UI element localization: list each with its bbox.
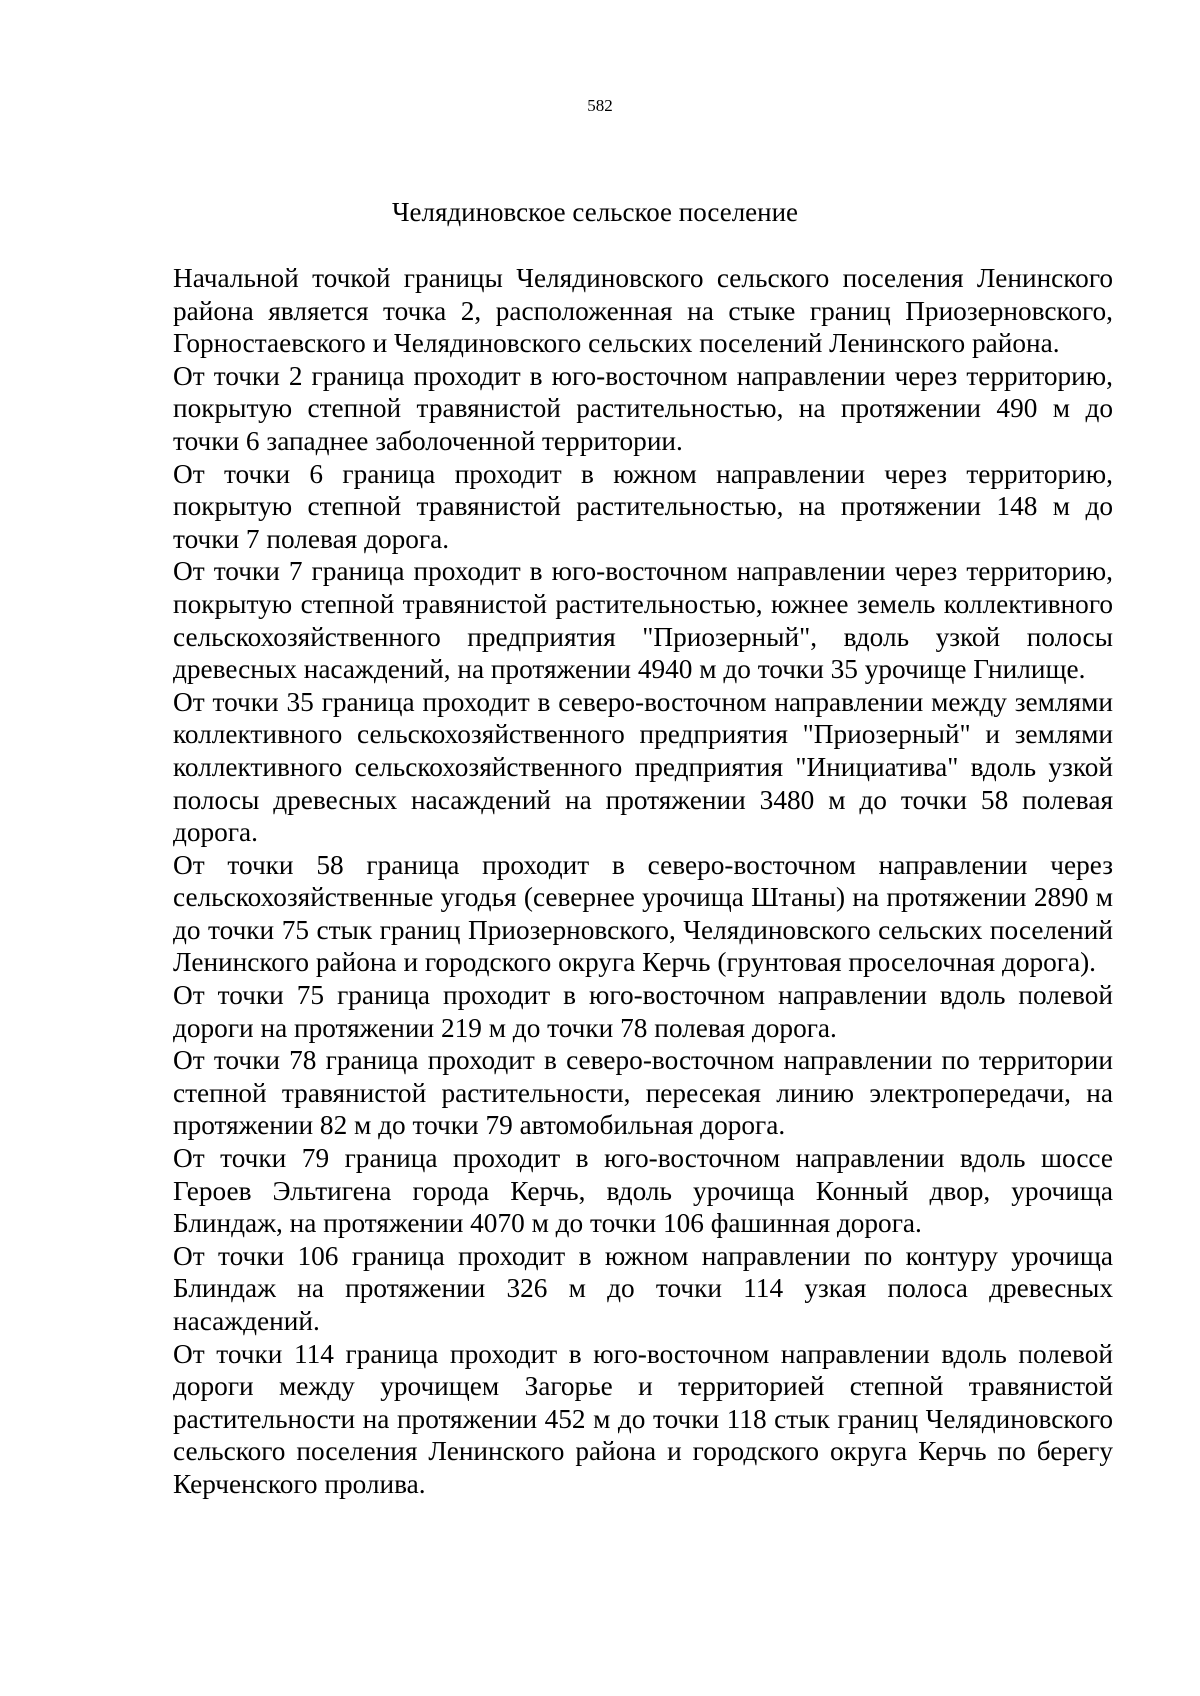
paragraph: От точки 106 граница проходит в южном направлении по контуру урочища Блиндаж на протяжении 326 м до точки 114 узкая полоса древесных насаждений.: [173, 1240, 1113, 1336]
paragraph: От точки 75 граница проходит в юго-восточном направлении вдоль полевой дороги на протяжении 219 м до точки 78 полевая дорога.: [173, 980, 1113, 1043]
page-number: 582: [587, 96, 613, 115]
paragraph: От точки 2 граница проходит в юго-восточном направлении через территорию, покрытую степной травянистой растительностью, на протяжении 490 м до точки 6 западнее заболоченной территории.: [173, 360, 1113, 456]
paragraph: От точки 78 граница проходит в северо-восточном направлении по территории степной травянистой растительности, пересекая линию электропередачи, на протяжении 82 м до точки 79 автомобильная дорога.: [173, 1045, 1113, 1141]
paragraph: От точки 114 граница проходит в юго-восточном направлении вдоль полевой дороги между урочищем Загорье и территорией степной травянистой растительности на протяжении 452 м до точки 118 стык границ Челядиновского сельского поселения Ленинского района и городского округа Керчь по берегу Керченского пролива.: [173, 1338, 1113, 1499]
document-body: [173, 262, 1113, 1501]
paragraph: От точки 35 граница проходит в северо-восточном направлении между землями коллективного сельскохозяйственного предприятия "Приозерный" и землями коллективного сельскохозяйственного предприятия "Инициатива" вдоль узкой полосы древесных насаждений на протяжении 3480 м до точки 58 полевая дорога.: [173, 686, 1113, 848]
paragraph: От точки 6 граница проходит в южном направлении через территорию, покрытую степной травянистой растительностью, на протяжении 148 м до точки 7 полевая дорога.: [173, 458, 1113, 554]
paragraph: От точки 58 граница проходит в северо-восточном направлении через сельскохозяйственные угодья (севернее урочища Штаны) на протяжении 2890 м до точки 75 стык границ Приозерновского, Челядиновского сельских поселений Ленинского района и городского округа Керчь (грунтовая проселочная дорога).: [173, 849, 1113, 978]
paragraph: От точки 7 граница проходит в юго-восточном направлении через территорию, покрытую степной травянистой растительностью, южнее земель коллективного сельскохозяйственного предприятия "Приозерный", вдоль узкой полосы древесных насаждений, на протяжении 4940 м до точки 35 урочище Гнилище.: [173, 556, 1113, 685]
paragraph: От точки 79 граница проходит в юго-восточном направлении вдоль шоссе Героев Эльтигена города Керчь, вдоль урочища Конный двор, урочища Блиндаж, на протяжении 4070 м до точки 106 фашинная дорога.: [173, 1143, 1113, 1239]
paragraph: Начальной точкой границы Челядиновского сельского поселения Ленинского района является точка 2, расположенная на стыке границ Приозерновского, Горностаевского и Челядиновского сельских поселений Ленинского района.: [173, 263, 1113, 359]
document-title: Челядиновское сельское поселение: [391, 197, 799, 227]
